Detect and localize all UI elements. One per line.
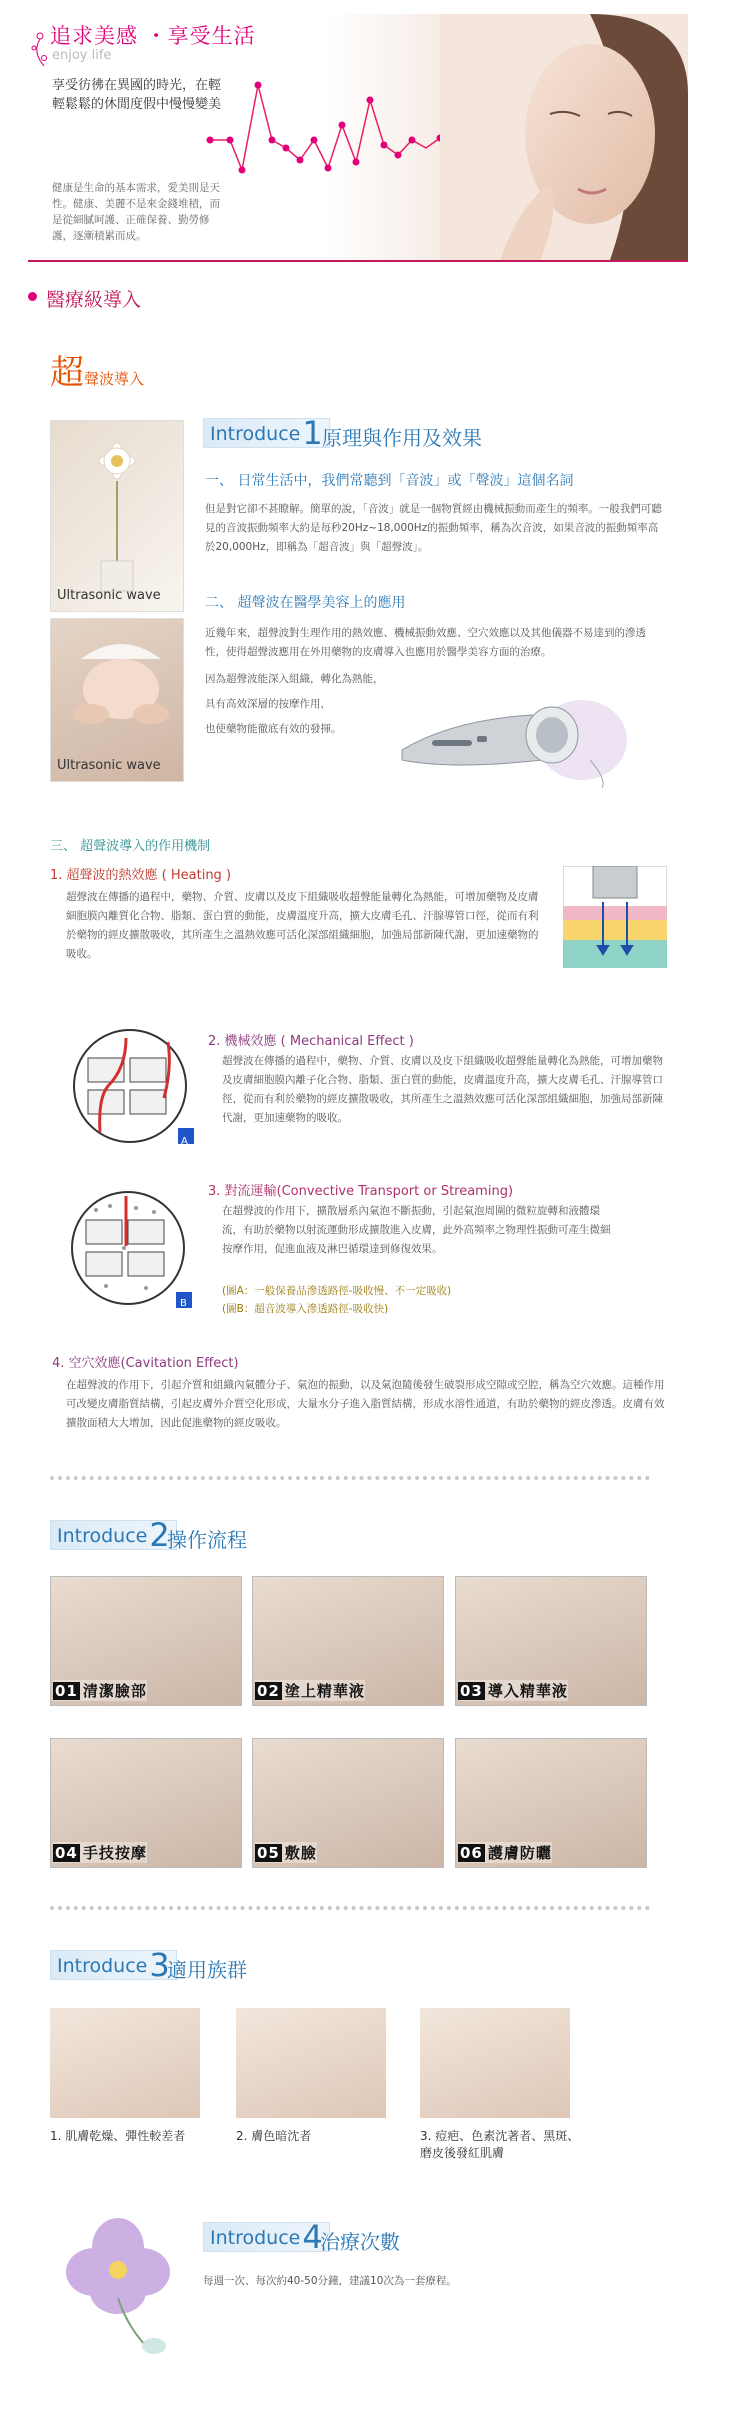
intro1-h3: 三、 超聲波導入的作用機制: [50, 839, 211, 854]
diagram-a-image: [68, 1028, 196, 1148]
flower-icon: [51, 421, 183, 611]
intro4-num: 4: [302, 2218, 323, 2256]
intro1-badge: [203, 414, 330, 452]
mechanism4-body: 在超聲波的作用下，引起介質和組織內氣體分子、氣泡的振動，以及氣泡隨後發生破裂形成空隙或空腔，稱為空穴效應。這種作用可改變皮膚脂質結構，引起皮膚外介質空化形成，大量水分子進入脂質結構，形成水溶性通道，有助於藥物的經皮滲透。皮膚有效擴散面積大大增加，因此促進藥物的經皮吸收。: [66, 1379, 665, 1429]
diagram-b-image: [66, 1186, 194, 1312]
step-3-num: 03: [460, 1682, 483, 1700]
step-4-label: 手技按摩: [82, 1844, 147, 1862]
skin-layer-diagram: [563, 866, 667, 968]
mechanism4-title: 4. 空穴效應(Cavitation Effect): [52, 1356, 239, 1371]
intro1-h1: 一、 日常生活中，我們常聽到「音波」或「聲波」這個名詞: [205, 473, 574, 489]
step-1-label: 清潔臉部: [82, 1682, 147, 1700]
step-2-label: 塗上精華液: [284, 1682, 365, 1700]
photo1-caption: Ultrasonic wave: [57, 588, 161, 603]
mechanism1-body: 超聲波在傳播的過程中，藥物、介質、皮膚以及皮下組織吸收超聲能量轉化為熱能，可增加藥物及皮膚細胞膜內離質化合物、脂類、蛋白質的動能，皮膚溫度升高，擴大皮膚毛孔、汗腺導管口徑，從而有利於藥物的經皮擴散吸收，其所產生之溫熱效應可活化深部組織細胞，加強局部新陳代謝，更加速藥物的吸收。: [66, 891, 539, 960]
mechanism2-body: 超聲波在傳播的過程中，藥物、介質、皮膚以及皮下組織吸收超聲能量轉化為熱能，可增加藥物及皮膚細胞膜內離子化合物、脂類、蛋白質的動能，皮膚溫度升高，擴大皮膚毛孔、汗腺導管口徑，從而有利於藥物的經皮擴散吸收，其所產生之溫熱效應可活化深部組織細胞，加強局部新陳代謝，更加速藥物的吸收。: [222, 1055, 663, 1124]
intro3-word: Introduce: [57, 1955, 148, 1977]
intro1-p2b: 因為超聲波能深入組織，轉化為熱能，: [205, 673, 384, 685]
chao-big: 超: [50, 353, 84, 393]
step-card-2: [252, 1576, 444, 1706]
mechanism1-title: 1. 超聲波的熱效應 ( Heating ): [50, 868, 232, 883]
banner-title: 追求美感 ・享受生活: [50, 24, 256, 48]
intro2-title: 操作流程: [167, 1528, 247, 1552]
step-3-label: 導入精華液: [487, 1682, 568, 1700]
step-6-label: 護膚防曬: [487, 1844, 552, 1862]
chao-small: 聲波導入: [84, 370, 145, 388]
label-b: B: [180, 1298, 187, 1309]
intro2-word: Introduce: [57, 1525, 148, 1547]
intro1-h2: 二、 超聲波在醫學美容上的應用: [205, 595, 406, 611]
step-card-5: [252, 1738, 444, 1868]
group-photo-3: [420, 2008, 570, 2118]
step-card-4: [50, 1738, 242, 1868]
ultrasonic-device-image: [392, 660, 632, 790]
step-5-num: 05: [257, 1844, 280, 1862]
intro1-word: Introduce: [210, 423, 301, 445]
intro1-p2a: 近幾年來，超聲波對生理作用的熱效應、機械振動效應、空穴效應以及其他儀器不易達到的滲透性，使得超聲波應用在外用藥物的皮膚導入也應用於醫學美容方面的治療。: [205, 627, 646, 658]
woman-face-image: [440, 14, 688, 260]
intro1-p2d: 也使藥物能徹底有效的發揮。: [205, 723, 342, 735]
intro3-badge: [50, 1946, 177, 1984]
group-photo-1: [50, 2008, 200, 2118]
banner-body: 健康是生命的基本需求，愛美則是天性。健康、美麗不是來金錢堆積，而是從細膩呵護、正確保養、勤勞修護，逐漸積累而成。: [52, 182, 220, 242]
step-4-num: 04: [55, 1844, 78, 1862]
intro1-title: 原理與作用及效果: [322, 426, 482, 450]
pulse-line-decoration: [200, 70, 470, 180]
purple-flower-icon: [58, 2208, 188, 2358]
banner-lead: 享受彷彿在異國的時光，在輕輕鬆鬆的休閒度假中慢慢變美: [52, 78, 222, 112]
step-2-num: 02: [257, 1682, 280, 1700]
divider-1: [50, 1476, 650, 1480]
group-caption-2: 2. 膚色暗沈者: [236, 2129, 312, 2143]
intro2-badge: [50, 1516, 177, 1554]
section-bullet-icon: [28, 292, 37, 301]
intro3-title: 適用族群: [167, 1958, 247, 1982]
facial-photo: [50, 618, 184, 782]
label-a: A: [181, 1136, 188, 1147]
photo2-caption: Ultrasonic wave: [57, 758, 161, 773]
step-1-num: 01: [55, 1682, 78, 1700]
ultrasonic-heading: [50, 345, 144, 394]
intro1-p2c: 具有高效深層的按摩作用，: [205, 698, 331, 710]
intro4-word: Introduce: [210, 2227, 301, 2249]
step-card-1: [50, 1576, 242, 1706]
intro1-num: 1: [302, 414, 323, 452]
note-a: (圖A：一般保養品滲透路徑-吸收慢、不一定吸收): [222, 1285, 452, 1297]
face-treatment-icon: [51, 619, 183, 781]
flower-photo: [50, 420, 184, 612]
step-card-3: [455, 1576, 647, 1706]
divider-2: [50, 1906, 650, 1910]
intro4-title: 治療次數: [320, 2230, 400, 2254]
intro3-num: 3: [149, 1946, 170, 1984]
intro2-num: 2: [149, 1516, 170, 1554]
intro1-p1: 但是對它卻不甚瞭解。簡單的說，「音波」就是一個物質經由機械振動而產生的頻率。一般我們可聽見的音波振動頻率大約是每秒20Hz~18,000Hz的振動頻率，稱為次音波，如果音波的振動頻率高於20,000Hz，即稱為「超音波」與「超聲波」。: [205, 503, 662, 553]
mechanism2-title: 2. 機械效應 ( Mechanical Effect ): [208, 1034, 414, 1049]
group-photo-2: [236, 2008, 386, 2118]
mechanism3-body: 在超聲波的作用下，擴散層系內氣泡不斷振動，引起氣泡周圍的微粒旋轉和液體環流，有助於藥物以射流運動形成擴散進入皮膚，此外高頻率之物理性振動可產生微細按摩作用，促進血液及淋巴循環達到修復效果。: [222, 1205, 611, 1255]
banner-subtitle: enjoy life: [52, 48, 112, 63]
mechanism3-title: 3. 對流運輸(Convective Transport or Streaming): [208, 1184, 514, 1199]
step-5-label: 敷臉: [284, 1844, 317, 1862]
step-6-num: 06: [460, 1844, 483, 1862]
group-caption-3: 3. 痘疤、色素沈著者、黑斑、磨皮後發紅肌膚: [420, 2129, 580, 2160]
intro4-badge: [203, 2218, 330, 2256]
intro4-body: 每週一次、每次約40-50分鐘，建議10次為一套療程。: [203, 2275, 457, 2287]
group-caption-1: 1. 肌膚乾燥、彈性較差者: [50, 2129, 186, 2143]
note-b: (圖B：超音波導入滲透路徑-吸收快): [222, 1303, 389, 1315]
section-heading: 醫療級導入: [46, 289, 142, 311]
step-card-6: [455, 1738, 647, 1868]
